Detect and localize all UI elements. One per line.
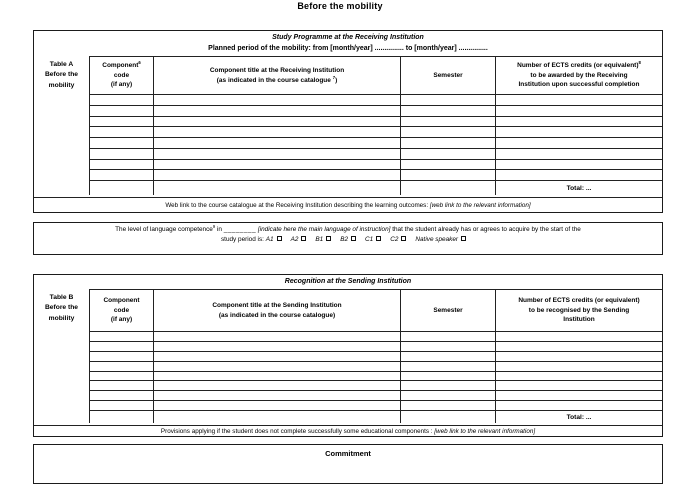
table-b-cell-r8c2 <box>154 401 401 411</box>
table-b-cell-r7c2 <box>154 391 401 401</box>
table-b-cell-r3c4 <box>496 352 662 362</box>
table-a-cell-r5c1 <box>90 138 154 149</box>
table-b-cell-r5c3 <box>401 372 496 382</box>
table-b-header-title: Component title at the Sending Institution (as indicated in the course catalogue) <box>154 290 401 332</box>
table-a-cell-r8c2 <box>154 170 401 181</box>
table-b-header-code: Component code (if any) <box>90 290 154 332</box>
table-a-header-semester: Semester <box>401 57 496 95</box>
table-a-cell-r4c1 <box>90 127 154 138</box>
table-a-header-code: Component$^6$ code (if any) <box>90 57 154 95</box>
table-a-cell-r2c3 <box>401 106 496 117</box>
table-b-cell-r6c3 <box>401 381 496 391</box>
table-a-cell-r5c4 <box>496 138 662 149</box>
table-b-header-ects: Number of ECTS credits (or equivalent) to be recognised by the Sending Institution <box>496 290 662 332</box>
table-a-cell-r2c2 <box>154 106 401 117</box>
table-b-cell-r2c1 <box>90 342 154 352</box>
table-b-row-label: Table B Before the mobility <box>44 294 79 322</box>
table-a-planned-period: Planned period of the mobility: from [month/year] ............... to [month/year] ............... <box>208 45 488 52</box>
language-level-native-speaker: Native speaker <box>415 235 459 243</box>
commitment-title: Commitment <box>325 449 371 458</box>
table-a-cell-r8c3 <box>401 170 496 181</box>
table-a-cell-r1c3 <box>401 95 496 106</box>
table-b-totalrow-cell-c1 <box>90 411 154 423</box>
checkbox-a2[interactable] <box>301 236 306 241</box>
table-b-cell-r8c4 <box>496 401 662 411</box>
table-b-cell-r7c3 <box>401 391 496 401</box>
checkbox-native-speaker[interactable] <box>461 236 466 241</box>
table-a-cell-r5c2 <box>154 138 401 149</box>
table-b-cell-r7c4 <box>496 391 662 401</box>
table-b-cell-r1c3 <box>401 332 496 342</box>
table-b-cell-r1c2 <box>154 332 401 342</box>
checkbox-b1[interactable] <box>326 236 331 241</box>
table-b-header-semester: Semester <box>401 290 496 332</box>
table-b-cell-r2c3 <box>401 342 496 352</box>
table-a-cell-r1c4 <box>496 95 662 106</box>
table-b-cell-r8c3 <box>401 401 496 411</box>
table-a-totalrow-cell-c1 <box>90 181 154 195</box>
table-a-grid <box>89 56 662 195</box>
language-level-c1: C1 <box>365 235 374 243</box>
table-a-box <box>33 30 663 213</box>
table-a-cell-r7c2 <box>154 160 401 171</box>
table-b-cell-r3c1 <box>90 352 154 362</box>
table-a-total-cell: Total: ... <box>566 184 592 192</box>
table-a-cell-r2c4 <box>496 106 662 117</box>
table-b-totalrow-cell-c3 <box>401 411 496 423</box>
table-b-cell-r3c3 <box>401 352 496 362</box>
checkbox-b2[interactable] <box>351 236 356 241</box>
checkbox-a1[interactable] <box>277 236 282 241</box>
table-b-cell-r6c2 <box>154 381 401 391</box>
table-a-cell-r6c3 <box>401 149 496 160</box>
table-a-cell-r3c4 <box>496 117 662 128</box>
table-a-cell-r3c3 <box>401 117 496 128</box>
table-b-cell-r5c4 <box>496 372 662 382</box>
table-b-totalrow-cell-c2 <box>154 411 401 423</box>
table-b-box <box>33 274 663 437</box>
table-b-cell-r4c3 <box>401 362 496 372</box>
table-b-section-title: Recognition at the Sending Institution <box>284 278 412 285</box>
table-b-grid <box>89 289 662 423</box>
table-b-cell-r2c4 <box>496 342 662 352</box>
language-competence-line1: The level of language competence$^9$ in ________ [indicate here the main language of instruction] that the student already has or agrees to acquire by the start of the <box>115 223 581 233</box>
language-competence-box <box>33 222 663 255</box>
table-a-cell-r8c4 <box>496 170 662 181</box>
table-b-cell-r1c1 <box>90 332 154 342</box>
language-level-a2: A2 <box>290 235 299 243</box>
table-a-cell-r6c2 <box>154 149 401 160</box>
table-b-cell-r5c1 <box>90 372 154 382</box>
table-a-cell-r7c4 <box>496 160 662 171</box>
table-b-cell-r4c1 <box>90 362 154 372</box>
language-competence-line2: study period is: A1 A2 B1 B2 C1 C2 Native speaker <box>34 236 662 243</box>
table-a-cell-r1c2 <box>154 95 401 106</box>
table-a-totalrow-cell-c2 <box>154 181 401 195</box>
table-a-cell-r8c1 <box>90 170 154 181</box>
table-b-cell-r5c2 <box>154 372 401 382</box>
table-b-provisions-text: Provisions applying if the student does not complete successfully some educational components : [web link to the relevant information] <box>160 427 536 435</box>
table-a-cell-r1c1 <box>90 95 154 106</box>
table-b-cell-r3c2 <box>154 352 401 362</box>
table-a-cell-r6c1 <box>90 149 154 160</box>
table-b-cell-r6c1 <box>90 381 154 391</box>
table-a-cell-r4c4 <box>496 127 662 138</box>
language-blank-field[interactable]: ________ <box>223 226 257 233</box>
language-level-c2: C2 <box>390 235 399 243</box>
table-b-provisions-row <box>34 425 662 436</box>
table-b-cell-r1c4 <box>496 332 662 342</box>
table-a-weblink-text: Web link to the course catalogue at the Receiving Institution describing the learning outcomes: [web link to the relevant information] <box>165 201 531 209</box>
table-a-cell-r5c3 <box>401 138 496 149</box>
table-a-weblink-row <box>34 197 662 212</box>
table-b-cell-r4c4 <box>496 362 662 372</box>
checkbox-c1[interactable] <box>376 236 381 241</box>
language-level-options <box>266 236 475 243</box>
commitment-box <box>33 444 663 484</box>
table-b-cell-r8c1 <box>90 401 154 411</box>
table-b-total-cell: Total: ... <box>566 413 592 421</box>
table-b-cell-r4c2 <box>154 362 401 372</box>
table-a-cell-r3c1 <box>90 117 154 128</box>
table-b-cell-r2c2 <box>154 342 401 352</box>
page-title: Before the mobility <box>297 1 383 11</box>
table-a-cell-r4c2 <box>154 127 401 138</box>
table-a-header-ects: Number of ECTS credits (or equivalent)$^8$ to be awarded by the Receiving Institution upon successful completion <box>496 57 662 95</box>
table-a-cell-r3c2 <box>154 117 401 128</box>
table-b-cell-r6c4 <box>496 381 662 391</box>
table-b-cell-r7c1 <box>90 391 154 401</box>
table-a-cell-r6c4 <box>496 149 662 160</box>
table-a-cell-r7c3 <box>401 160 496 171</box>
language-level-b1: B1 <box>315 235 324 243</box>
table-a-row-label: Table A Before the mobility <box>44 61 79 89</box>
table-a-header-title: Component title at the Receiving Institution (as indicated in the course catalogue $^7$) <box>154 57 401 95</box>
language-level-b2: B2 <box>340 235 349 243</box>
checkbox-c2[interactable] <box>401 236 406 241</box>
table-a-cell-r2c1 <box>90 106 154 117</box>
language-level-a1: A1 <box>265 235 274 243</box>
table-a-cell-r4c3 <box>401 127 496 138</box>
table-a-section-title: Study Programme at the Receiving Institution <box>272 34 424 41</box>
table-a-totalrow-cell-c3 <box>401 181 496 195</box>
table-a-cell-r7c1 <box>90 160 154 171</box>
